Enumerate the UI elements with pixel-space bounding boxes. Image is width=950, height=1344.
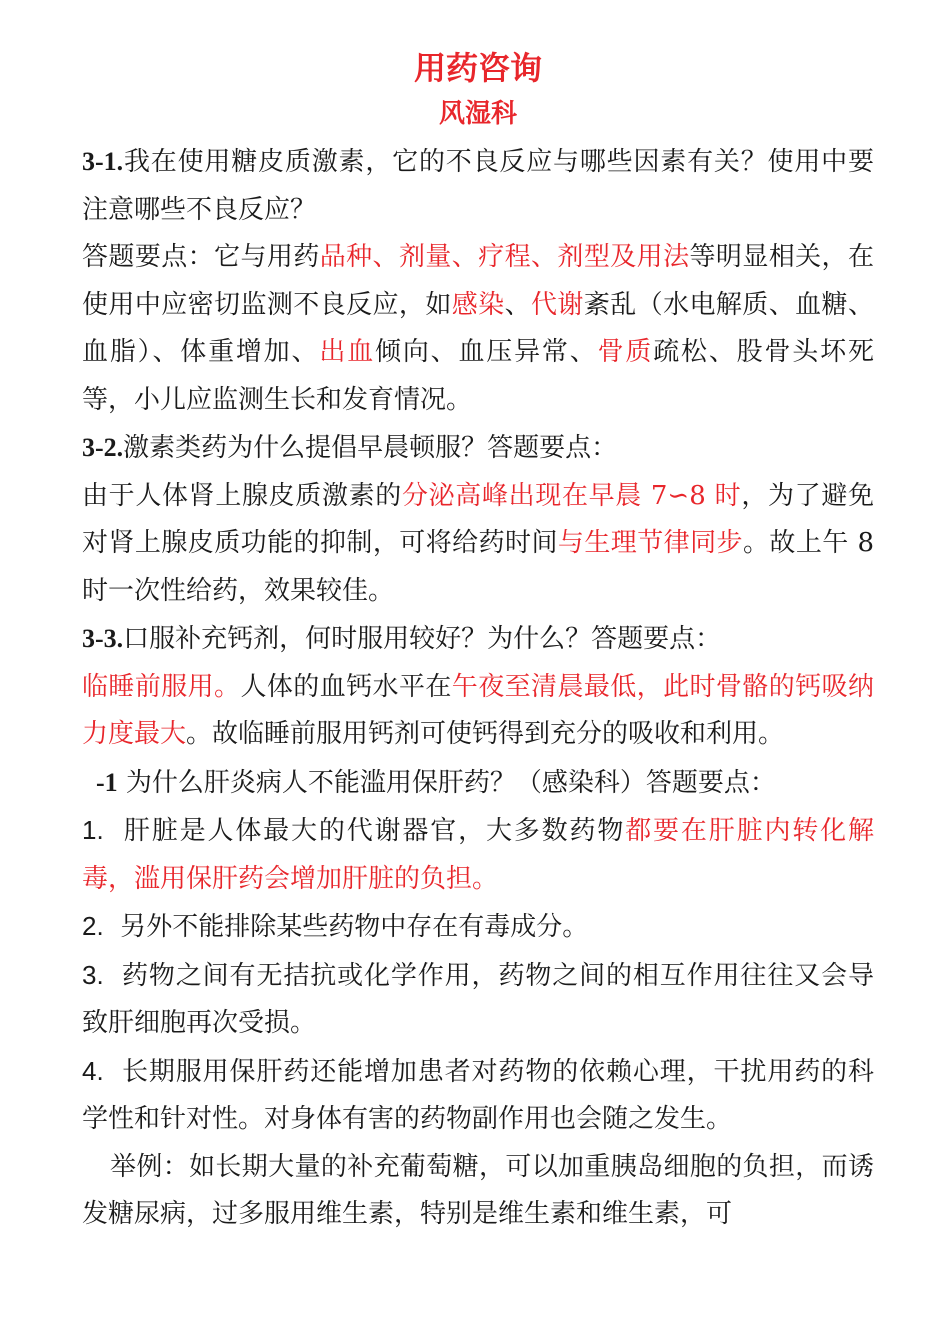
list-item-text: 肝脏是人体最大的代谢器官，大多数药物	[123, 816, 626, 846]
list-item-text: 另外不能排除某些药物中存在有毒成分。	[120, 912, 589, 942]
answer-text: 、	[504, 289, 532, 320]
answer-text: 。故上午 8 时一次性给药，效果较佳。	[82, 528, 874, 606]
answer-text: 人体的血钙水平在	[240, 671, 452, 702]
list-item-text: 药物之间有无拮抗或化学作用，药物之间的相互作用往往又会导致肝细胞再次受损。	[82, 960, 874, 1038]
answer-3-1	[82, 234, 874, 424]
question-text: 我在使用糖皮质激素，它的不良反应与哪些因素有关？使用中要注意哪些不良反应？	[82, 147, 874, 225]
list-item	[82, 952, 874, 1048]
question-text: 口服补充钙剂，何时服用较好？为什么？答题要点：	[123, 624, 722, 654]
question-number: 3-1.	[82, 147, 124, 176]
question-number: -1	[96, 767, 118, 797]
answer-text: 等明显相关，在使用中应密切监测不良反应，如	[82, 242, 874, 320]
question-text: 激素类药为什么提倡早晨顿服？答题要点：	[123, 433, 618, 463]
question-3-1	[82, 138, 874, 234]
answer-highlight: 出血	[319, 337, 376, 367]
answer-highlight: 午夜至清晨最低，此时骨骼的钙吸纳力度最大	[82, 671, 874, 749]
page-title: 用药咨询	[413, 49, 542, 87]
answer-highlight: 感染	[451, 289, 505, 320]
list-item-number: 4.	[82, 1055, 104, 1086]
answer-text: ，为了避免对肾上腺皮质功能的抑制，可将给药时间	[82, 480, 874, 558]
answer-highlight: 骨质	[597, 337, 654, 367]
answer-text: 。故临睡前服用钙剂可使钙得到充分的吸收和利用。	[186, 719, 785, 749]
list-item	[82, 903, 874, 952]
list-item	[82, 807, 874, 903]
list-item-number: 1.	[82, 815, 104, 845]
question-3-3	[82, 615, 874, 664]
page-subtitle: 风湿科	[438, 99, 517, 129]
answer-text: 紊乱（水电解质、血糖、血脂）、体重增加、	[82, 289, 874, 367]
example-paragraph: 举例：如长期大量的补充葡萄糖，可以加重胰岛细胞的负担，而诱发糖尿病，过多服用维生素，特别是维生素和维生素，可	[82, 1151, 874, 1229]
list-item-number: 2.	[82, 911, 104, 941]
question-number: 3-2.	[82, 433, 124, 462]
answer-text: 倾向、血压异常、	[375, 337, 598, 367]
answer-text: 答题要点：它与用药	[82, 242, 320, 272]
answer-3-3	[82, 664, 874, 759]
document-page	[82, 44, 874, 1239]
answer-highlight: 临睡前服用。	[82, 671, 241, 702]
answer-highlight: 代谢	[531, 289, 584, 320]
answer-highlight: 与生理节律同步	[557, 528, 743, 558]
answer-text: 疏松、股骨头坏死等，小儿应监测生长和发育情况。	[82, 337, 874, 415]
answer-highlight: 品种、剂量、疗程、剂型及用法	[319, 242, 690, 272]
question-hepatitis	[82, 759, 874, 808]
answer-highlight: 分泌高峰出现在早晨 7∽8 时	[401, 480, 742, 511]
answer-highlight: 都要在肝脏内转化解毒，滥用保肝药会增加肝脏的负担。	[82, 816, 874, 894]
question-text: 为什么肝炎病人不能滥用保肝药？（感染科）答题要点：	[117, 767, 776, 798]
question-number: 3-3.	[82, 624, 124, 653]
answer-3-2	[82, 473, 874, 616]
answer-text: 由于人体肾上腺皮质激素的	[82, 480, 402, 511]
list-item-text: 长期服用保肝药还能增加患者对药物的依赖心理，干扰用药的科学性和针对性。对身体有害的药物副作用也会随之发生。	[82, 1056, 874, 1134]
question-3-2	[82, 424, 874, 473]
list-item-number: 3.	[82, 959, 104, 990]
list-item	[82, 1048, 874, 1144]
